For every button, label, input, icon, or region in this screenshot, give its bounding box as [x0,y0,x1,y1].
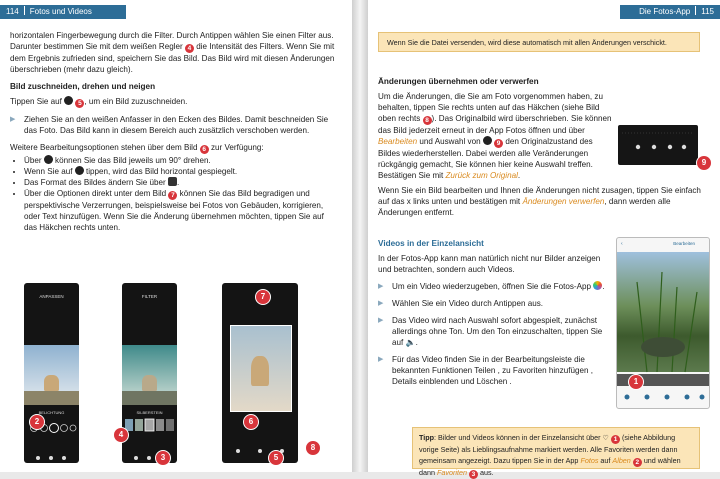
callout-marker: 2 [29,414,45,430]
photo-ground [122,391,177,405]
heart-icon: ♡ [602,433,609,442]
filter-strip [125,418,174,430]
screenshot-adjust [24,283,79,463]
crop-instruction: Tippen Sie auf 5 , um ein Bild zuzuschneiden. [10,97,188,107]
arrow-item-handles: ▶ Ziehen Sie an den weißen Anfasser in den Ecken des Bildes. Damit beschneiden Sie das Foto. Das Bild kann in diesem Bereich auch zusätzlich verschoben werden. [10,114,336,136]
list-item: • Wenn Sie auf tippen, wird das Bild horizontal gespiegelt. [24,166,336,177]
screen-sublabel: SILBERSTEIN [136,410,163,415]
screenshot-toolbar [618,125,698,165]
video-step-3: ▶ Das Video wird nach Auswahl sofort abgespielt, zunächst allerdings ohne Ton. Um den Ton einzuschalten, tippen Sie auf 🔈. [378,315,610,348]
link-favoriten: Favoriten [437,468,467,477]
tip-box: Tipp: Bilder und Videos können in der Einzelansicht über ♡ 1 (siehe Abbildung vorige Seite) als Lieblingsaufnahme markiert werden. Alle Favoriten werden dann gemeinsam angezeigt. Dazu tippen Sie in der App Fotos auf Alben 2 und wählen dann Favoriten 3 aus. [412,427,700,469]
bottom-toolbar [28,448,75,454]
callout-marker: 6 [243,414,259,430]
callout-marker: 1 [628,374,644,390]
rotate-icon [44,155,53,164]
heading-apply: Änderungen übernehmen oder verwerfen [378,77,539,86]
callout-marker: 9 [696,155,712,171]
callout-marker: 8 [423,116,432,125]
edit-link: Bearbeiten [673,241,695,246]
video-frame [617,252,709,372]
video-toolbar [617,390,709,404]
apply-section [378,76,614,187]
photo-hand [44,375,59,391]
screen-sublabel: BELICHTUNG [38,410,65,415]
options-list [10,155,336,233]
screen-title: FILTER [141,294,158,299]
list-item: • Das Format des Bildes ändern Sie über . [24,177,336,188]
callout-marker: 3 [155,450,171,466]
callout-marker: 6 [200,145,209,154]
more-options-icon [483,136,492,145]
video-step-2: ▶ Wählen Sie ein Video durch Antippen aus. [378,298,610,309]
right-page-header [620,5,720,19]
back-chevron-icon: ‹ [621,241,623,247]
callout-marker: 5 [268,450,284,466]
tip-label: Tipp [419,433,435,442]
callout-marker: 1 [611,435,620,444]
crop-frame [230,325,292,412]
left-body [10,30,336,239]
right-page [368,0,720,478]
left-page-header [0,5,126,19]
callout-marker: 3 [469,470,478,479]
video-step-4: ▶ Für das Video finden Sie in der Bearbeitungsleiste die bekannten Funktionen Teilen , zu Favoriten hinzufügen , Details einblenden und Löschen . [378,354,610,387]
photo-ground [24,391,79,405]
screenshot-filter [122,283,177,463]
filter-paragraph: horizontalen Fingerbewegung durch die Filter. Durch Antippen wählen Sie einen Filter aus. Darunter bestimmen Sie mit dem weißen Regler 4 die Intensität des Filters. Wenn Sie mit dem Ergebnis zufrieden sind, speichern Sie das Bild. Das Bild wird mit diesen Änderungen überschrieben (mehr dazu gleich). [10,31,335,74]
discard-paragraph: Wenn Sie ein Bild bearbeiten und Ihnen die Änderungen nicht zusagen, tippen Sie einfach auf das x links unten und bestätigen mit Änderungen verwerfen, dann werden alle Änderungen entfernt. [378,186,701,217]
left-page [0,0,352,472]
right-page-number: 115 [701,7,714,16]
left-chapter-title: Fotos und Videos [29,7,92,16]
left-page-number: 114 [6,7,19,16]
aspect-ratio-icon [168,177,177,186]
callout-marker: 8 [305,440,321,456]
link-aenderungen-verwerfen: Änderungen verwerfen [522,197,605,206]
link-zurueck-zum-original: Zurück zum Original [445,171,518,180]
note-box: Wenn Sie die Datei versenden, wird diese automatisch mit allen Änderungen verschickt. [378,32,700,52]
photo-hand [142,375,157,391]
videos-intro: In der Fotos-App kann man natürlich nicht nur Bilder anzeigen und betrachten, sondern auch Videos. [378,254,601,274]
link-fotos: Fotos [580,456,599,465]
link-alben: Alben [612,456,631,465]
book-gutter [352,0,368,472]
videos-section [378,238,610,393]
callout-marker: 4 [113,427,129,443]
screen-title: ANPASSEN [39,294,64,299]
callout-marker: 2 [633,458,642,467]
bottom-toolbar [228,441,292,447]
heading-crop: Bild zuschneiden, drehen und neigen [10,82,156,91]
callout-marker: 4 [185,44,194,53]
callout-marker: 7 [255,289,271,305]
discard-section [378,185,704,224]
photo-hand [251,356,269,386]
right-chapter-title: Die Fotos-App [639,7,691,16]
more-options: Weitere Bearbeitungsoptionen stehen über dem Bild 6 zur Verfügung: [10,143,264,153]
speaker-icon: 🔈 [405,338,416,347]
callout-marker: 5 [75,99,84,108]
callout-marker: 9 [494,139,503,148]
link-bearbeiten: Bearbeiten [378,137,418,146]
flip-icon [75,166,84,175]
video-step-1: ▶ Um ein Video wiederzugeben, öffnen Sie die Fotos-App . [378,281,610,292]
heading-videos: Videos in der Einzelansicht [378,239,484,248]
list-item: • Über die Optionen direkt unter dem Bild 7 können Sie das Bild begradigen und perspektivische Verzerrungen, beispielsweise bei Fotos von Gebäuden, korrigieren, oder Text hinzufügen. Wenn Sie die Änderung übernehmen möchten, tippen Sie auf das Häkchen rechts unten. [24,188,336,233]
list-item: • Über können Sie das Bild jeweils um 90° drehen. [24,155,336,166]
screenshot-crop [222,283,298,463]
photos-app-icon [593,281,602,290]
apply-paragraph: Um die Änderungen, die Sie am Foto vorgenommen haben, zu behalten, tippen Sie rechts unten auf das Häkchen (siehe Bild oben rechts 8 ). Das Originalbild wird überschrieben. Sie können das Bild jederzeit erneut in der App Fotos öffnen und über Bearbeiten und Auswahl von 9 den Originalzustand des Bildes wiederherstellen. Dabei werden alle Veränderungen rückgängig gemacht, Sie können hier keine Auswahl treffen. Bestätigen Sie mit Zurück zum Original. [378,92,612,180]
crop-icon [64,96,73,105]
callout-marker: 7 [168,191,177,200]
